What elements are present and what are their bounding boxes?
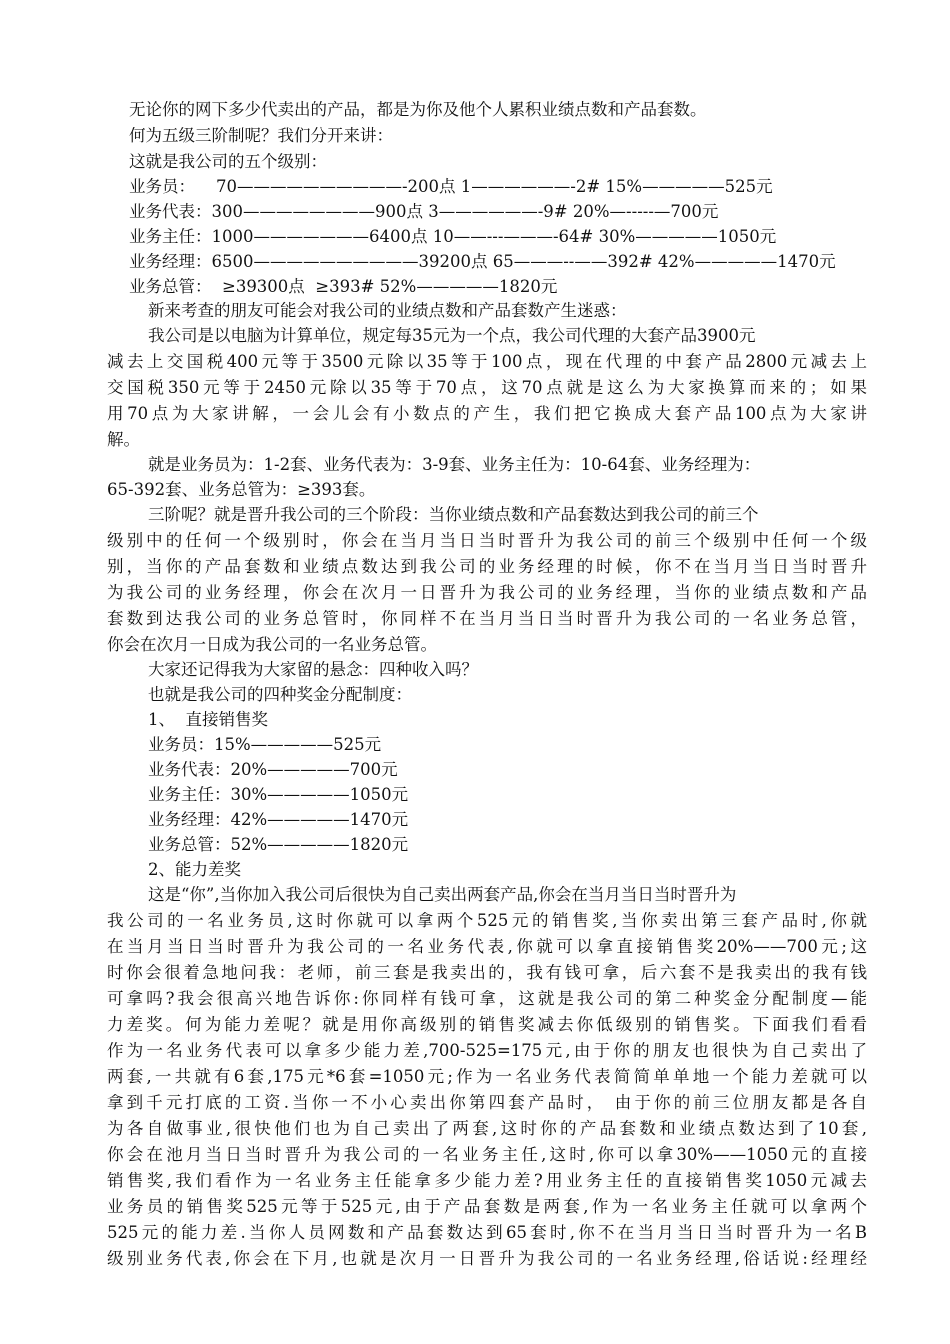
text-line: 解。	[107, 430, 140, 449]
text-line: 别，当你的产品套数和业绩点数达到我公司的业务经理的时候，你不在当月当日当时晋升	[107, 557, 867, 576]
text-line: 就是业务员为：1-2套、业务代表为：3-9套、业务主任为：10-64套、业务经理为：	[148, 455, 761, 474]
text-line: 用70点为大家讲解，一会儿会有小数点的产生，我们把它换成大套产品100点为大家讲	[107, 404, 867, 423]
text-line: 65-392套、业务总管为：≥393套。	[107, 480, 376, 499]
level-row: 业务代表：300————————900点 3——————-9# 20%—-----—700元	[129, 202, 719, 221]
text-line: 作为一名业务代表可以拿多少能力差,700-525=175元,由于你的朋友也很快为自己卖出了	[107, 1041, 867, 1060]
text-line: 力差奖。何为能力差呢？就是用你高级别的销售奖减去你低级别的销售奖。下面我们看看	[107, 1015, 867, 1034]
text-line: 这就是我公司的五个级别：	[129, 152, 327, 171]
level-row: 业务员： 70——————————-200点 1——————-2# 15%—————525元	[129, 177, 773, 196]
text-line: 为各自做事业,很快他们也为自己卖出了两套,这时你的产品套数和业绩点数达到了10套,	[107, 1119, 867, 1138]
text-line: 你会在池月当日当时晋升为我公司的一名业务主任,这时,你可以拿30%——1050元的直接	[107, 1145, 867, 1164]
text-line: 三阶呢？就是晋升我公司的三个阶段：当你业绩点数和产品套数达到我公司的前三个	[148, 505, 759, 524]
commission-row: 业务经理：42%—————1470元	[148, 810, 409, 829]
text-line: 交国税350元等于2450元除以35等于70点，这70点就是这么为大家换算而来的；如果	[107, 378, 867, 397]
text-line: 业务员的销售奖525元等于525元,由于产品套数是两套,作为一名业务主任就可以拿两个	[107, 1197, 867, 1216]
text-line: 套数到达我公司的业务总管时，你同样不在当月当日当时晋升为我公司的一名业务总管，	[107, 609, 867, 628]
text-line: 两套,一共就有6套,175元*6套=1050元;作为一名业务代表简简单单地一个能力差就可以	[107, 1067, 867, 1086]
level-row: 业务经理：6500——————————39200点 65———--——392# 42%—————1470元	[129, 252, 836, 271]
level-row: 业务主任：1000———————6400点 10——---———-64# 30%—————1050元	[129, 227, 777, 246]
text-line: 何为五级三阶制呢？我们分开来讲：	[129, 126, 393, 145]
section-heading: 2、能力差奖	[148, 860, 241, 879]
text-line: 级别中的任何一个级别时，你会在当月当日当时晋升为我公司的前三个级别中任何一个级	[107, 531, 867, 550]
level-row: 业务总管： ≥39300点 ≥393# 52%—————1820元	[129, 277, 558, 296]
text-line: 无论你的网下多少代卖出的产品，都是为你及他个人累积业绩点数和产品套数。	[129, 100, 707, 119]
text-line: 在当月当日当时晋升为我公司的一名业务代表,你就可以拿直接销售奖20%——700元;这	[107, 937, 867, 956]
commission-row: 业务总管：52%—————1820元	[148, 835, 409, 854]
text-line: 你会在次月一日成为我公司的一名业务总管。	[107, 635, 437, 654]
commission-row: 业务代表：20%—————700元	[148, 760, 398, 779]
text-line: 大家还记得我为大家留的悬念：四种收入吗？	[148, 660, 478, 679]
text-line: 我公司的一名业务员,这时你就可以拿两个525元的销售奖,当你卖出第三套产品时,你就	[107, 911, 867, 930]
text-line: 拿到千元打底的工资.当你一不小心卖出你第四套产品时， 由于你的前三位朋友都是各自	[107, 1093, 867, 1112]
commission-row: 业务主任：30%—————1050元	[148, 785, 409, 804]
text-line: 级别业务代表,你会在下月,也就是次月一日晋升为我公司的一名业务经理,俗话说:经理经	[107, 1249, 867, 1268]
text-line: 时你会很着急地问我：老师，前三套是我卖出的，我有钱可拿，后六套不是我卖出的我有钱	[107, 963, 867, 982]
text-line: 销售奖,我们看作为一名业务主任能拿多少能力差?用业务主任的直接销售奖1050元减去	[107, 1171, 867, 1190]
section-heading: 1、 直接销售奖	[148, 710, 268, 729]
text-line: 525元的能力差.当你人员网数和产品套数达到65套时,你不在当月当日当时晋升为一名B	[107, 1223, 867, 1242]
text-line: 新来考查的朋友可能会对我公司的业绩点数和产品套数产生迷惑：	[148, 301, 627, 320]
text-line: 这是“你”,当你加入我公司后很快为自己卖出两套产品,你会在当月当日当时晋升为	[148, 885, 737, 904]
text-line: 为我公司的业务经理，你会在次月一日晋升为我公司的业务经理，当你的业绩点数和产品	[107, 583, 867, 602]
text-line: 可拿吗?我会很高兴地告诉你:你同样有钱可拿，这就是我公司的第二种奖金分配制度—能	[107, 989, 867, 1008]
commission-row: 业务员：15%—————525元	[148, 735, 382, 754]
text-line: 我公司是以电脑为计算单位，规定每35元为一个点，我公司代理的大套产品3900元	[148, 326, 756, 345]
text-line: 减去上交国税400元等于3500元除以35等于100点，现在代理的中套产品2800元减去上	[107, 352, 867, 371]
text-line: 也就是我公司的四种奖金分配制度：	[148, 685, 412, 704]
